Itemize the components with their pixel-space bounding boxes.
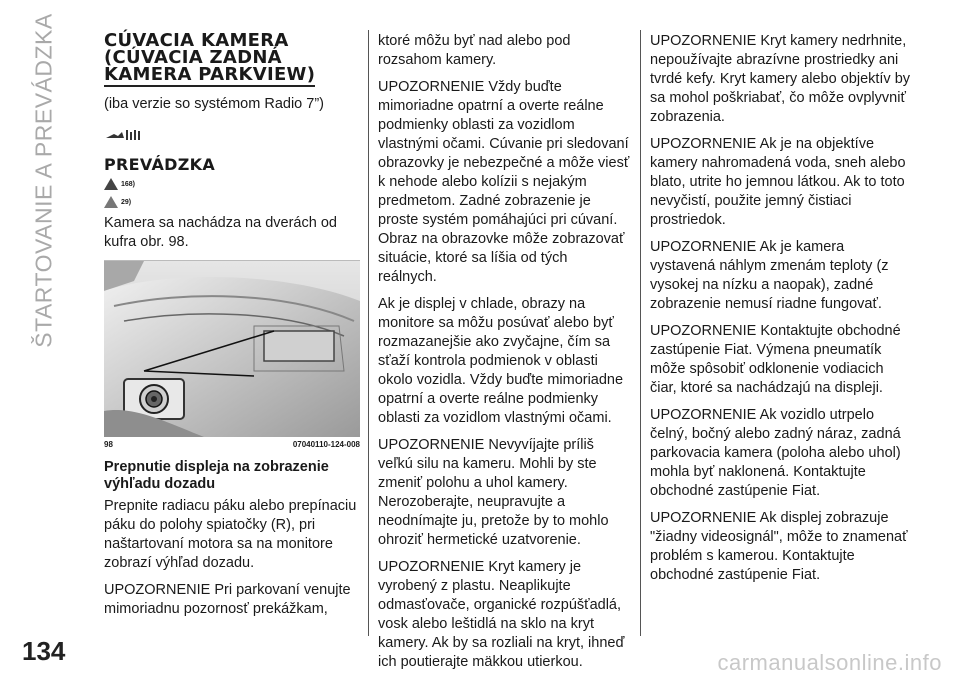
paragraph: UPOZORNENIE Pri parkovaní venujte mimoriadnu pozornosť prekážkam, <box>104 582 351 617</box>
column-1 <box>104 32 360 627</box>
paragraph: UPOZORNENIE Nevyvíjajte príliš veľkú silu na kameru. Mohli by ste zmeniť polohu a uhol kamery. Nerozoberajte, neupravujte a neodnímajte ju, pretože by to mohlo ohroziť hermetické uzatvorenie. <box>378 437 609 548</box>
column-2 <box>378 32 630 680</box>
figure-caption <box>104 440 360 449</box>
warning-triangle-icon <box>104 178 118 190</box>
main-heading <box>104 32 315 87</box>
paragraph: Kamera sa nachádza na dverách od kufra obr. 98. <box>104 215 337 250</box>
paragraph: ktoré môžu byť nad alebo pod rozsahom kamery. <box>378 33 571 68</box>
section-title: PREVÁDZKA <box>104 155 216 174</box>
side-title-text: ŠTARTOVANIE A PREVÁDZKA <box>30 12 57 348</box>
intro-text: (iba verzie so systémom Radio 7”) <box>104 96 324 112</box>
paragraph: UPOZORNENIE Kryt kamery je vyrobený z plastu. Neaplikujte odmasťovače, organické rozpúšťadlá, vosk alebo leštidlá na sklo na kryt kamery. Ak by sa rozliali na kryt, ihneď ich poutierajte mäkkou utierkou. <box>378 559 625 670</box>
ref-number: 168) <box>121 180 136 188</box>
figure-rear-camera <box>104 260 360 437</box>
paragraph: UPOZORNENIE Ak displej zobrazuje "žiadny videosignál", môže to znamenať problém s kamerou. Kontaktujte obchodné zastúpenie Fiat. <box>650 510 908 583</box>
column-divider <box>640 30 641 636</box>
watermark-text: carmanualsonline.info <box>717 650 942 675</box>
paragraph: Ak je displej v chlade, obrazy na monitore sa môžu posúvať alebo byť rozmazanejšie ako zvyčajne, čím sa sťaží kontrola podmienok v oblasti okolo vozidla. Vždy buďte mimoriadne opatrní a overte reálne podmienky oblasti za vozidlom vlastnými očami. <box>378 296 624 426</box>
section-side-title <box>14 12 74 348</box>
heading-line: (CÚVACIA ZADNÁ <box>104 47 282 68</box>
subheading: Prepnutie displeja na zobrazenie výhľadu dozadu <box>104 459 329 492</box>
rear-camera-illustration <box>104 261 360 437</box>
paragraph: UPOZORNENIE Vždy buďte mimoriadne opatrní a overte reálne podmienky oblasti za vozidlom vlastnými očami. Cúvanie pri sledovaní obrazovky je nebezpečné a môže viesť k nehode alebo kolízii s nejakým predmetom. Zadné zobrazenie je proste systém pomáhajúci pri cúvaní. Obraz na obrazovke môže zobrazovať situácie, ktoré sa líšia od tých reálnych. <box>378 79 630 285</box>
paragraph: UPOZORNENIE Kryt kamery nedrhnite, nepoužívajte abrazívne prostriedky ani tvrdé kefy. Kryt kamery alebo objektív by sa mohol poškriabať, čo môže ovplyvniť zobrazenia. <box>650 33 911 125</box>
figure-code: 07040110-124-008 <box>292 440 360 449</box>
ref-number: 29) <box>121 198 132 206</box>
note-ref <box>104 196 360 208</box>
heading-line: CÚVACIA KAMERA <box>104 30 289 51</box>
column-divider <box>368 30 369 636</box>
paragraph: UPOZORNENIE Ak vozidlo utrpelo čelný, bočný alebo zadný náraz, zadná parkovacia kamera (poloha alebo uhol) mohla byť naklonená. Kontaktujte obchodné zastúpenie Fiat. <box>650 407 901 499</box>
page-number: 134 <box>22 636 66 666</box>
paragraph: Prepnite radiacu páku alebo prepínaciu páku do polohy spiatočky (R), pri naštartovaní motora sa na monitore zobrazí výhľad dozadu. <box>104 498 357 571</box>
figure-number: 98 <box>104 440 113 449</box>
warning-ref <box>104 178 360 190</box>
paragraph: UPOZORNENIE Ak je kamera vystavená náhlym zmenám teploty (z vysokej na nízku a naopak), zadné zobrazenie nemusí riadne fungovať. <box>650 239 889 312</box>
heading-line: KAMERA PARKVIEW) <box>104 64 316 85</box>
hand-pointer-icon <box>104 128 152 142</box>
paragraph: UPOZORNENIE Ak je na objektíve kamery nahromadená voda, sneh alebo blato, utrite ho jemnou látkou. Ak to toto nevyčistí, použite jemný čistiaci prostriedok. <box>650 136 906 228</box>
column-3 <box>650 32 912 593</box>
paragraph: UPOZORNENIE Kontaktujte obchodné zastúpenie Fiat. Výmena pneumatík môže spôsobiť odklonenie vodiacich čiar, ktoré sa nachádzajú na displeji. <box>650 323 901 396</box>
note-triangle-icon <box>104 196 118 208</box>
